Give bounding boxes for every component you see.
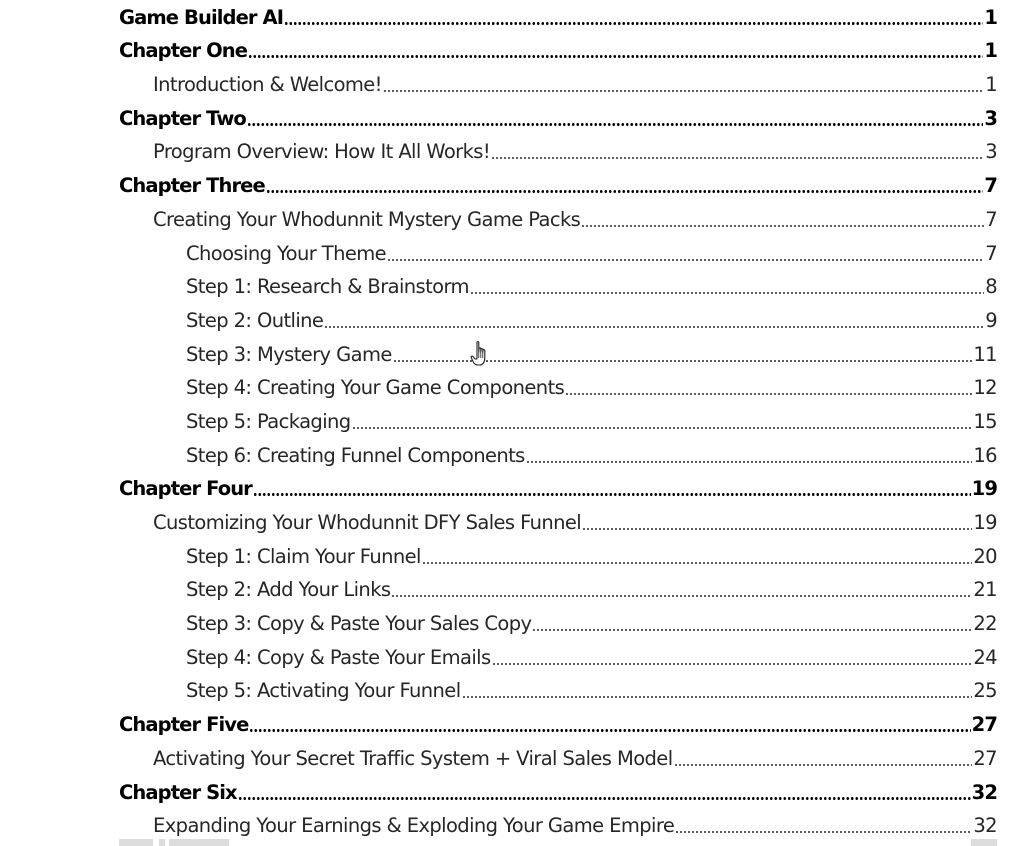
toc-entry-title: Chapter Five — [119, 713, 249, 737]
toc-section-entry[interactable] — [119, 505, 997, 539]
toc-subsection-entry[interactable] — [119, 371, 997, 405]
toc-entry-page-number: 24 — [973, 645, 997, 669]
toc-subsection-entry[interactable] — [119, 640, 997, 674]
toc-chapter-entry[interactable] — [119, 101, 997, 135]
toc-entry-page-number: 32 — [971, 780, 997, 804]
toc-subsection-entry[interactable] — [119, 573, 997, 607]
toc-entry-title: Game Builder AI — [119, 5, 284, 29]
toc-entry-title: Creating Your Whodunnit Mystery Game Packs — [153, 207, 581, 231]
toc-chapter-entry[interactable] — [119, 472, 997, 506]
toc-subsection-entry[interactable] — [119, 303, 997, 337]
toc-subsection-entry[interactable] — [119, 337, 997, 371]
dot-leader — [248, 55, 983, 58]
dot-leader — [492, 663, 973, 665]
toc-entry-title: Step 4: Copy & Paste Your Emails — [186, 645, 491, 669]
toc-section-entry[interactable] — [119, 809, 997, 843]
toc-entry-title: Chapter Four — [119, 477, 252, 501]
dot-leader — [582, 528, 972, 530]
toc-entry-page-number: 21 — [973, 578, 997, 602]
toc-subsection-entry[interactable] — [119, 438, 997, 472]
dot-leader — [422, 562, 973, 564]
toc-entry-title: Activating Your Secret Traffic System + Viral Sales Model — [153, 746, 673, 770]
dot-leader — [387, 259, 984, 261]
toc-entry-title: Introduction & Welcome! — [153, 73, 382, 97]
toc-entry-page-number: 11 — [973, 342, 997, 366]
dot-leader — [324, 326, 984, 328]
dot-leader — [247, 123, 983, 126]
toc-chapter-entry[interactable] — [119, 707, 997, 741]
dot-leader — [352, 427, 973, 429]
toc-entry-title: Step 1: Claim Your Funnel — [186, 544, 421, 568]
toc-subsection-entry[interactable] — [119, 674, 997, 708]
dot-leader — [526, 461, 973, 463]
dot-leader — [253, 493, 971, 496]
toc-entry-title: Step 1: Research & Brainstorm — [186, 275, 469, 299]
toc-entry-title: Step 2: Add Your Links — [186, 578, 391, 602]
toc-entry-title: Expanding Your Earnings & Exploding Your Game Empire — [153, 814, 675, 838]
toc-entry-page-number: 8 — [985, 275, 997, 299]
toc-entry-page-number: 7 — [985, 241, 997, 265]
toc-entry-title: Chapter Two — [119, 106, 246, 130]
toc-entry-page-number: 1 — [984, 39, 997, 63]
toc-entry-page-number: 19 — [973, 511, 997, 534]
toc-chapter-entry[interactable] — [119, 775, 997, 809]
toc-entry-page-number: 3 — [985, 140, 997, 164]
dot-leader — [391, 595, 972, 597]
toc-entry-page-number: 1 — [985, 73, 997, 97]
table-of-contents — [119, 0, 997, 842]
dot-leader — [266, 190, 984, 193]
toc-entry-title: Step 6: Creating Funnel Components — [186, 443, 525, 467]
toc-entry-page-number: 19 — [971, 477, 997, 501]
toc-entry-page-number: 12 — [973, 376, 997, 400]
toc-entry-page-number: 27 — [973, 746, 997, 770]
toc-subsection-entry[interactable] — [119, 606, 997, 640]
toc-entry-title: Chapter Six — [119, 780, 237, 804]
toc-entry-title: Program Overview: How It All Works! — [153, 140, 491, 164]
toc-entry-title: Customizing Your Whodunnit DFY Sales Funnel — [153, 511, 582, 534]
toc-entry-title: Chapter Three — [119, 174, 265, 198]
clipped-next-entry — [119, 839, 997, 846]
toc-entry-page-number: 32 — [973, 814, 997, 838]
dot-leader — [532, 629, 972, 631]
toc-subsection-entry[interactable] — [119, 539, 997, 573]
toc-entry-page-number: 7 — [984, 174, 997, 198]
toc-entry-page-number: 1 — [984, 5, 997, 29]
toc-chapter-entry[interactable] — [119, 168, 997, 202]
toc-subsection-entry[interactable] — [119, 236, 997, 270]
toc-entry-title: Choosing Your Theme — [186, 241, 387, 265]
dot-leader — [565, 393, 972, 395]
toc-entry-page-number: 9 — [985, 308, 997, 332]
dot-leader — [238, 797, 971, 800]
dot-leader — [284, 22, 983, 25]
toc-entry-title: Step 5: Activating Your Funnel — [186, 679, 461, 703]
toc-subsection-entry[interactable] — [119, 270, 997, 304]
toc-entry-title: Step 3: Mystery Game — [186, 342, 392, 366]
toc-entry-page-number: 16 — [973, 443, 997, 467]
toc-entry-page-number: 3 — [984, 106, 997, 130]
dot-leader — [675, 831, 972, 833]
dot-leader — [462, 696, 973, 698]
toc-chapter-entry[interactable] — [119, 0, 997, 34]
dot-leader — [470, 292, 984, 294]
dot-leader — [249, 729, 970, 732]
toc-entry-page-number: 27 — [971, 713, 997, 737]
toc-subsection-entry[interactable] — [119, 404, 997, 438]
toc-entry-page-number: 7 — [985, 207, 997, 231]
dot-leader — [383, 90, 984, 92]
toc-entry-title: Step 4: Creating Your Game Components — [186, 376, 565, 400]
toc-entry-page-number: 15 — [973, 409, 997, 433]
dot-leader — [674, 764, 973, 766]
toc-entry-page-number: 20 — [973, 544, 997, 568]
dot-leader — [491, 157, 984, 159]
toc-entry-title: Step 3: Copy & Paste Your Sales Copy — [186, 612, 532, 636]
toc-section-entry[interactable] — [119, 67, 997, 101]
toc-entry-page-number: 25 — [973, 679, 997, 703]
toc-entry-title: Step 2: Outline — [186, 308, 324, 332]
toc-section-entry[interactable] — [119, 202, 997, 236]
toc-entry-title: Chapter One — [119, 39, 248, 63]
toc-chapter-entry[interactable] — [119, 34, 997, 68]
toc-entry-title: Step 5: Packaging — [186, 409, 351, 433]
dot-leader — [393, 360, 973, 362]
toc-entry-page-number: 22 — [973, 612, 997, 636]
toc-section-entry[interactable] — [119, 741, 997, 775]
toc-section-entry[interactable] — [119, 135, 997, 169]
dot-leader — [581, 225, 984, 227]
